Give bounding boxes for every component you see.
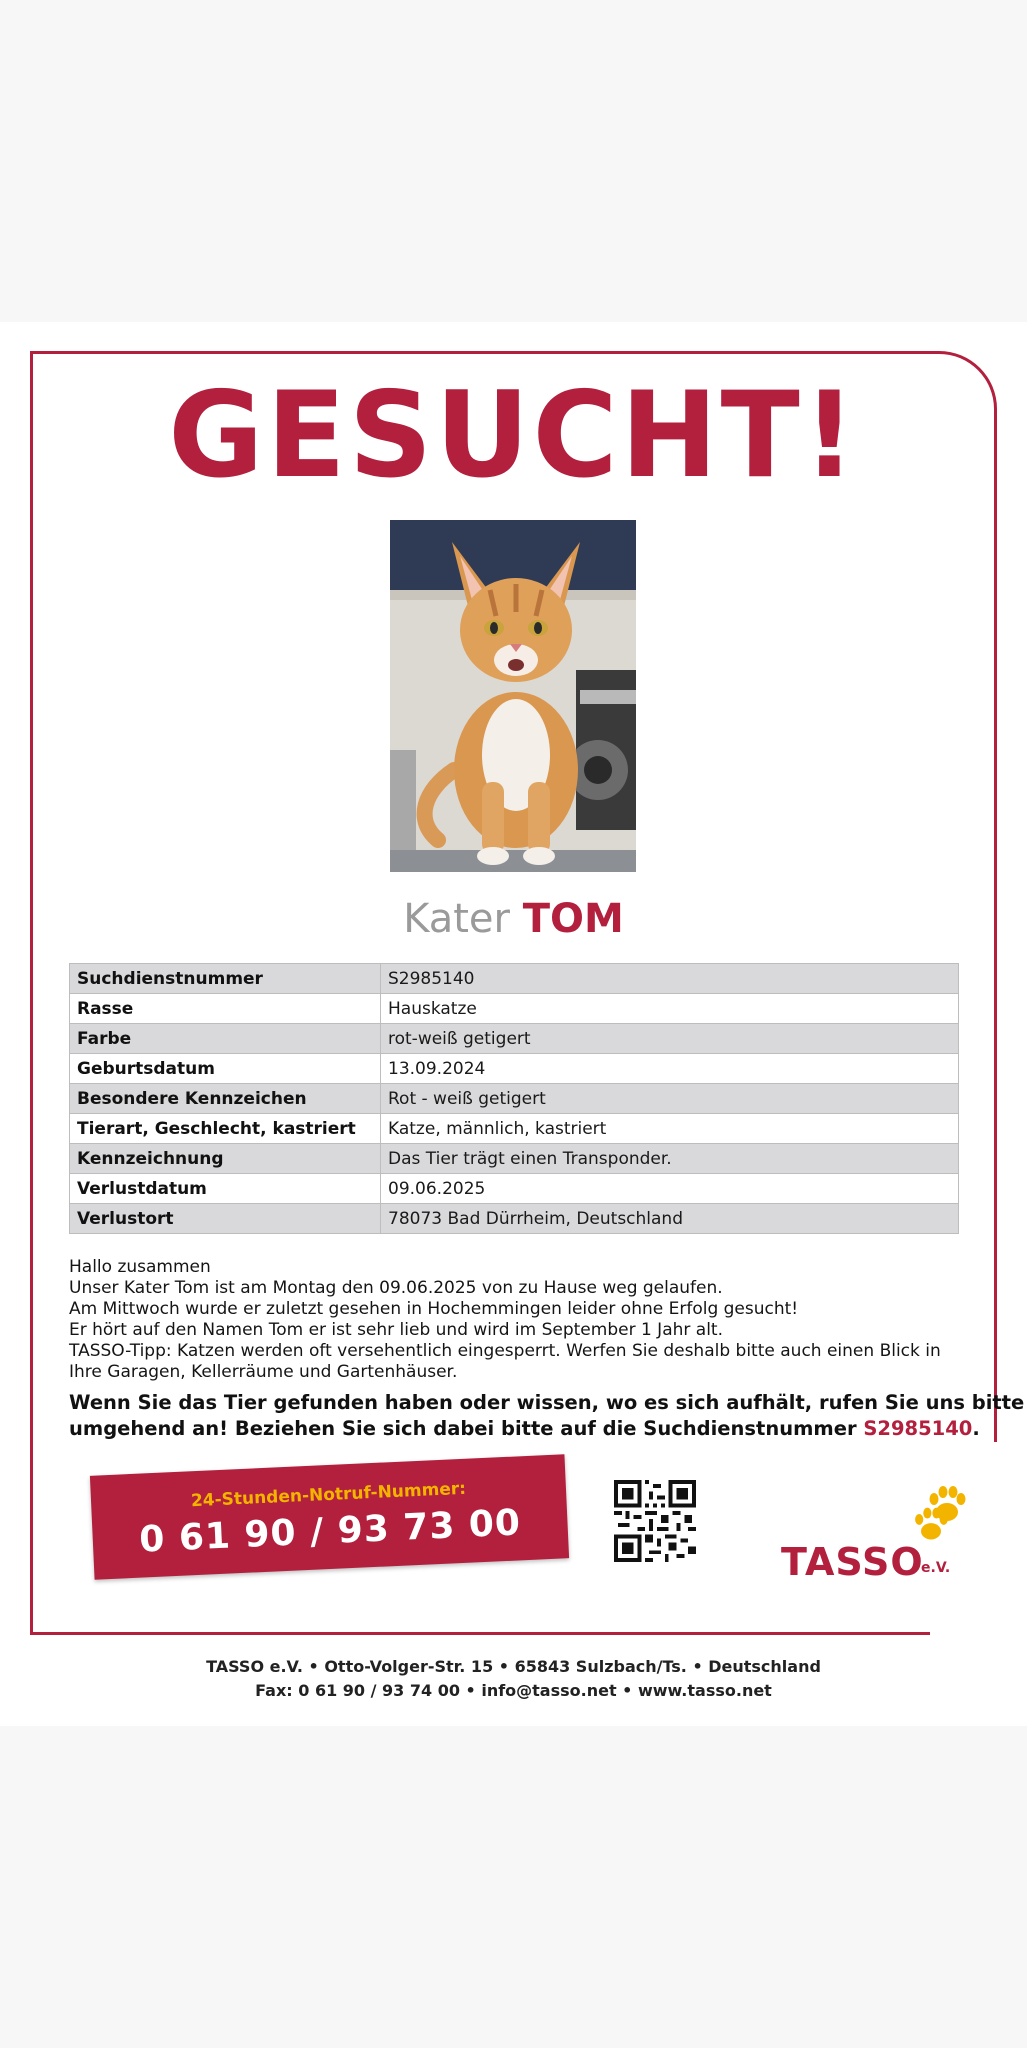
table-row bbox=[70, 1084, 959, 1114]
footer bbox=[0, 1655, 1027, 1703]
description-line: Er hört auf den Namen Tom er ist sehr lieb und wird im September 1 Jahr alt. bbox=[69, 1320, 723, 1340]
headline: GESUCHT! bbox=[168, 366, 859, 505]
table-row bbox=[70, 1174, 959, 1204]
cta-suffix: . bbox=[972, 1417, 980, 1440]
table-row bbox=[70, 1054, 959, 1084]
qr-code-icon[interactable] bbox=[614, 1480, 696, 1562]
details-table bbox=[69, 963, 959, 1234]
cta-line-1: Wenn Sie das Tier gefunden haben oder wissen, wo es sich aufhält, rufen Sie uns bitte bbox=[69, 1391, 1025, 1414]
detail-value: S2985140 bbox=[381, 964, 959, 994]
tasso-logo bbox=[775, 1482, 985, 1592]
detail-value: Hauskatze bbox=[381, 994, 959, 1024]
detail-label: Kennzeichnung bbox=[70, 1144, 381, 1174]
detail-value: Katze, männlich, kastriert bbox=[381, 1114, 959, 1144]
detail-value: Rot - weiß getigert bbox=[381, 1084, 959, 1114]
footer-address: TASSO e.V. • Otto-Volger-Str. 15 • 65843 Sulzbach/Ts. • Deutschland bbox=[206, 1657, 821, 1676]
detail-value: 09.06.2025 bbox=[381, 1174, 959, 1204]
detail-value: 78073 Bad Dürrheim, Deutschland bbox=[381, 1204, 959, 1234]
hotline-banner bbox=[90, 1454, 569, 1579]
call-to-action bbox=[69, 1390, 1025, 1442]
detail-label: Geburtsdatum bbox=[70, 1054, 381, 1084]
hotline-number[interactable]: 0 61 90 / 93 73 00 bbox=[138, 1502, 522, 1561]
detail-label: Farbe bbox=[70, 1024, 381, 1054]
detail-label: Rasse bbox=[70, 994, 381, 1024]
pet-name: TOM bbox=[522, 896, 624, 942]
detail-value: rot-weiß getigert bbox=[381, 1024, 959, 1054]
detail-label: Suchdienstnummer bbox=[70, 964, 381, 994]
cat-photo bbox=[390, 520, 636, 872]
table-row bbox=[70, 964, 959, 994]
hotline-label: 24-Stunden-Notruf-Nummer: bbox=[190, 1478, 467, 1512]
detail-value: Das Tier trägt einen Transponder. bbox=[381, 1144, 959, 1174]
logo-suffix: e.V. bbox=[921, 1560, 951, 1576]
missing-pet-poster bbox=[0, 322, 1027, 1726]
footer-contact: Fax: 0 61 90 / 93 74 00 • info@tasso.net • www.tasso.net bbox=[255, 1681, 772, 1700]
cat-photo-illustration bbox=[390, 520, 636, 872]
description-line: Ihre Garagen, Kellerräume und Gartenhäuser. bbox=[69, 1362, 458, 1382]
description-line: Am Mittwoch wurde er zuletzt gesehen in Hochemmingen leider ohne Erfolg gesucht! bbox=[69, 1299, 799, 1319]
detail-label: Tierart, Geschlecht, kastriert bbox=[70, 1114, 381, 1144]
poster-frame-bottom bbox=[30, 1632, 930, 1635]
table-row bbox=[70, 1144, 959, 1174]
cta-line-2 bbox=[69, 1416, 980, 1442]
qr-code-graphic bbox=[614, 1480, 696, 1562]
table-row bbox=[70, 1204, 959, 1234]
detail-label: Besondere Kennzeichen bbox=[70, 1084, 381, 1114]
table-row bbox=[70, 1114, 959, 1144]
description-line: TASSO-Tipp: Katzen werden oft versehentlich eingesperrt. Werfen Sie deshalb bitte auch einen Blick in bbox=[69, 1341, 941, 1361]
pet-title bbox=[0, 897, 1027, 941]
table-row bbox=[70, 1024, 959, 1054]
detail-label: Verlustort bbox=[70, 1204, 381, 1234]
detail-value: 13.09.2024 bbox=[381, 1054, 959, 1084]
pet-kind: Kater bbox=[403, 896, 510, 942]
cta-line-2-text: umgehend an! Beziehen Sie sich dabei bitte auf die Suchdienstnummer bbox=[69, 1417, 864, 1440]
detail-label: Verlustdatum bbox=[70, 1174, 381, 1204]
description-line: Unser Kater Tom ist am Montag den 09.06.2025 von zu Hause weg gelaufen. bbox=[69, 1278, 723, 1298]
description bbox=[69, 1257, 969, 1383]
description-line: Hallo zusammen bbox=[69, 1257, 211, 1277]
table-row bbox=[70, 994, 959, 1024]
logo-wordmark: TASSO bbox=[781, 1540, 924, 1584]
cta-search-number: S2985140 bbox=[863, 1417, 973, 1440]
paw-icon bbox=[911, 1504, 951, 1544]
